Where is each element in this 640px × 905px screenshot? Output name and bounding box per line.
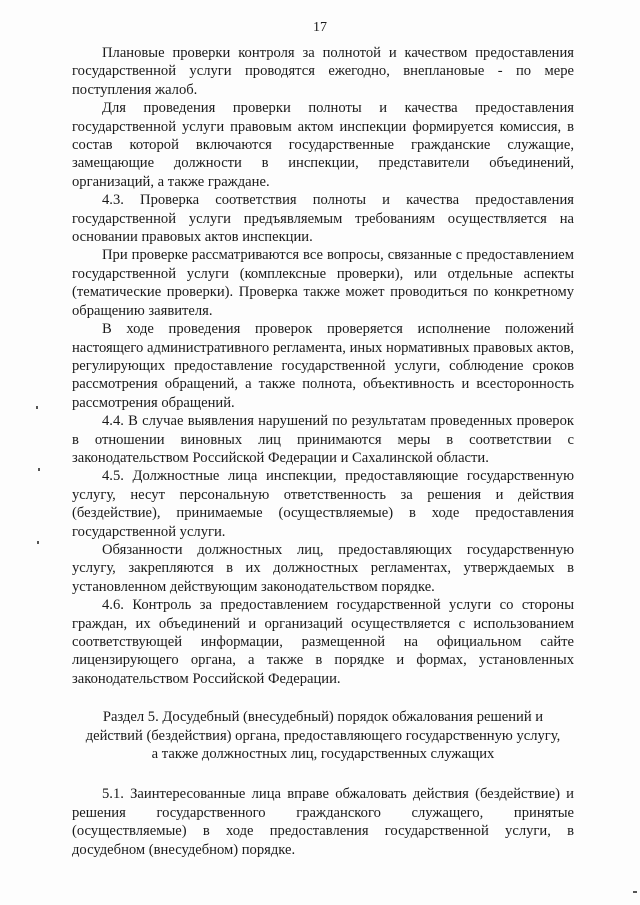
section-5-heading	[72, 708, 574, 763]
paragraph-4-5: 4.5. Должностные лица инспекции, предоставляющие государственную услугу, несут персональную ответственность за решения и действия (бездействие), принимаемые (осуществляемые) в ходе предоставления государственной услуги.	[72, 468, 574, 540]
paragraph-inspection-scope: При проверке рассматриваются все вопросы, связанные с предоставлением государственной услуги (комплексные проверки), или отдельные аспекты (тематические проверки). Проверка также может проводиться по конкретному обращению заявителя.	[72, 247, 574, 319]
section-title-line: действий (бездействия) органа, предоставляющего государственную услугу,	[85, 727, 561, 744]
section-title-line: а также должностных лиц, государственных служащих	[151, 746, 495, 763]
paragraph-5-1: 5.1. Заинтересованные лица вправе обжаловать действия (бездействие) и решения государственного гражданского служащего, принятые (осуществляемые) в ходе предоставления государственной услуги, в досудебном (внесудебном) порядке.	[72, 786, 574, 858]
section-title-line: Раздел 5. Досудебный (внесудебный) порядок обжалования решений и	[102, 709, 544, 726]
paragraph-4-3: 4.3. Проверка соответствия полноты и качества предоставления государственной услуги предъявляемым требованиям осуществляется на основании правовых актов инспекции.	[72, 192, 574, 246]
margin-mark	[633, 891, 637, 893]
section-spacer	[72, 763, 574, 785]
document-body	[72, 44, 574, 859]
paragraph-inspection-process: В ходе проведения проверок проверяется исполнение положений настоящего административного регламента, иных нормативных правовых актов, регулирующих предоставление государственной услуги, соблюдение сроков рассмотрения обращений, а также полнота, объективность и всесторонность рассмотрения обращений.	[72, 321, 574, 411]
paragraph-4-6: 4.6. Контроль за предоставлением государственной услуги со стороны граждан, их объединений и организаций осуществляется с использованием соответствующей информации, размещенной на официальном сайте лицензирующего органа, а также в порядке и формах, установленных законодательством Российской Федерации.	[72, 597, 574, 687]
paragraph-duties: Обязанности должностных лиц, предоставляющих государственную услугу, закрепляются в их должностных регламентах, утверждаемых в установленном действующим законодательством порядке.	[72, 541, 574, 595]
paragraph-planned-inspections: Плановые проверки контроля за полнотой и качеством предоставления государственной услуги проводятся ежегодно, внеплановые - по мере поступления жалоб.	[72, 45, 574, 98]
paragraph-4-4: 4.4. В случае выявления нарушений по результатам проведенных проверок в отношении виновных лиц принимаются меры в соответствии с законодательством Российской Федерации и Сахалинской области.	[72, 413, 574, 466]
page-number: 17	[313, 20, 327, 35]
margin-mark	[37, 541, 39, 544]
paragraph-commission: Для проведения проверки полноты и качества предоставления государственной услуги правовым актом инспекции формируется комиссия, в состав которой включаются государственные гражданские служащие, замещающие должности в инспекции, представители объединений, организаций, а также граждане.	[72, 100, 574, 190]
margin-mark	[36, 406, 38, 409]
margin-mark	[38, 468, 40, 471]
